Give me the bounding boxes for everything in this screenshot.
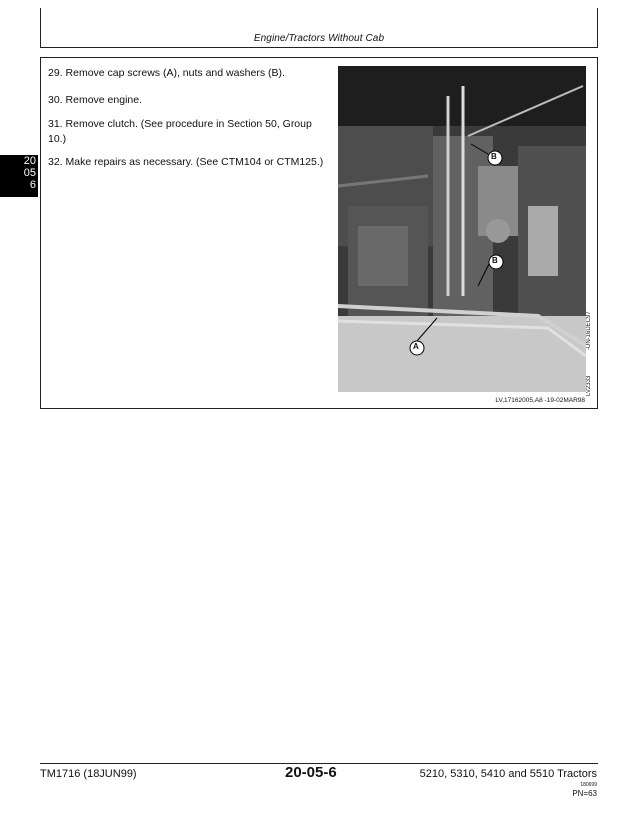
step-text: Remove clutch. (See procedure in Section 50, Group 10.) bbox=[48, 118, 312, 145]
callout-b-mid: B bbox=[492, 256, 498, 265]
tab-line-2: 05 bbox=[23, 167, 36, 179]
section-tab bbox=[0, 155, 38, 197]
header-rule bbox=[40, 47, 598, 48]
engine-photo bbox=[338, 66, 586, 392]
step-29 bbox=[48, 66, 330, 81]
figure-code-date: -UN-16DEC97 bbox=[586, 311, 592, 350]
manual-id: TM1716 (18JUN99) bbox=[40, 768, 137, 780]
footer-date-code: 180699 bbox=[580, 782, 597, 788]
figure-code-id: LV2333 bbox=[586, 375, 592, 396]
step-32 bbox=[48, 155, 330, 170]
step-31 bbox=[48, 117, 330, 147]
step-30 bbox=[48, 93, 330, 108]
engine-photo-drawing bbox=[338, 66, 586, 392]
tab-line-1: 20 bbox=[23, 155, 36, 167]
callout-a: A bbox=[413, 342, 419, 351]
step-text: Remove cap screws (A), nuts and washers (B). bbox=[65, 67, 285, 79]
footer-pn: PN=63 bbox=[572, 789, 597, 798]
step-text: Make repairs as necessary. (See CTM104 or CTM125.) bbox=[65, 156, 324, 168]
page-number: 20-05-6 bbox=[285, 764, 337, 781]
step-number: 32. bbox=[48, 156, 63, 168]
figure-ref-code: LV,17162005,A8 -19-02MAR98 bbox=[495, 397, 585, 404]
tab-line-3: 6 bbox=[29, 179, 36, 191]
step-number: 30. bbox=[48, 94, 63, 106]
step-number: 31. bbox=[48, 118, 63, 130]
step-number: 29. bbox=[48, 67, 63, 79]
step-text: Remove engine. bbox=[65, 94, 142, 106]
section-title: Engine/Tractors Without Cab bbox=[253, 33, 385, 44]
callout-b-top: B bbox=[491, 152, 497, 161]
models-list: 5210, 5310, 5410 and 5510 Tractors bbox=[419, 768, 597, 780]
